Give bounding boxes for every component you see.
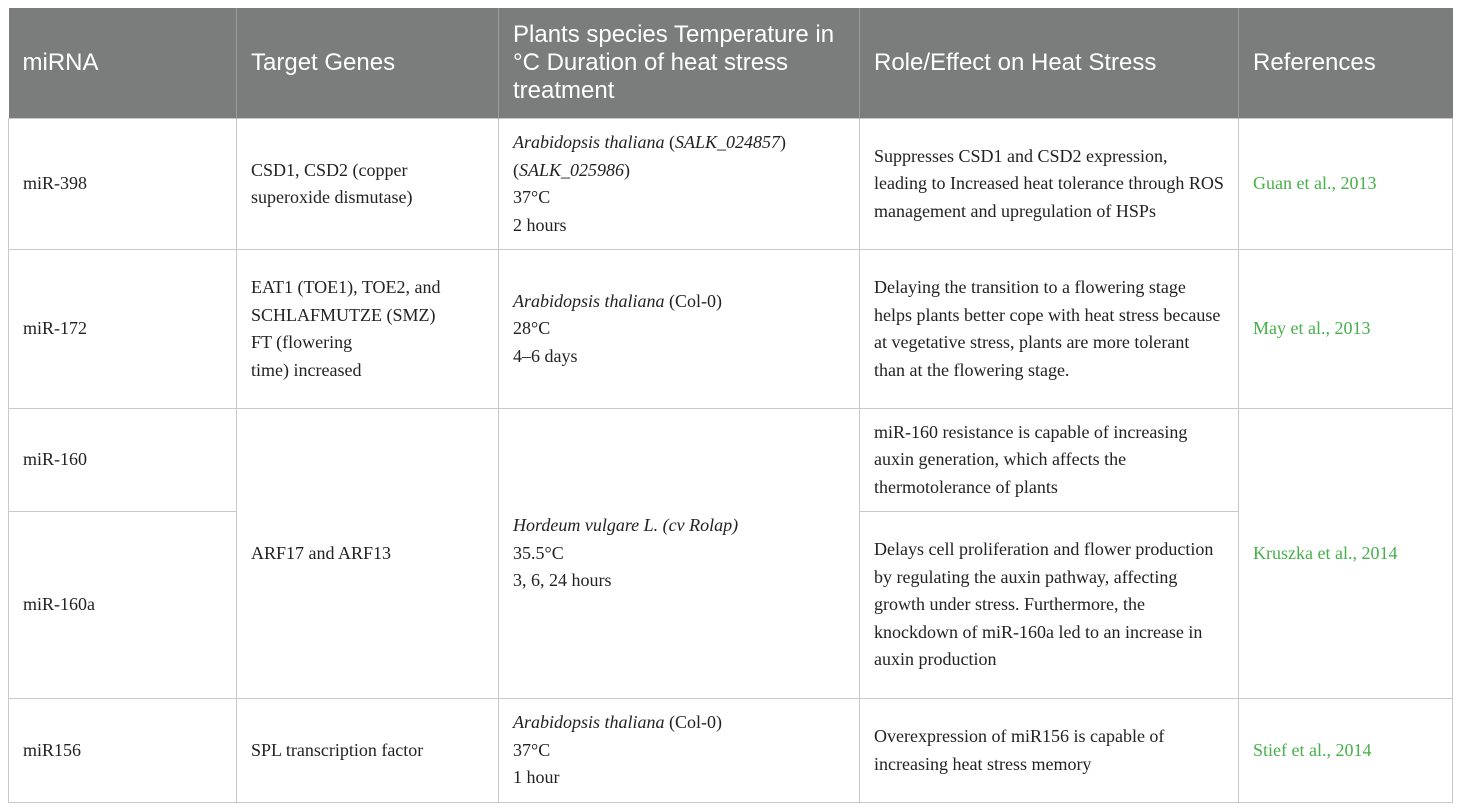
cell-target bbox=[237, 250, 499, 409]
species-note: (Col-0) bbox=[664, 712, 723, 733]
species-note: SALK_024857 bbox=[675, 132, 781, 152]
target-text: EAT1 (TOE1), TOE2, and SCHLAFMUTZE (SMZ) bbox=[251, 277, 441, 325]
paren: ) bbox=[624, 159, 631, 180]
table-row bbox=[9, 409, 1453, 512]
reference-link[interactable]: Kruszka et al., 2014 bbox=[1253, 542, 1398, 563]
duration: 1 hour bbox=[513, 767, 560, 788]
temperature: 28°C bbox=[513, 318, 551, 339]
paren: ) bbox=[780, 132, 787, 152]
reference-link[interactable]: May et al., 2013 bbox=[1253, 318, 1371, 339]
cell-target: CSD1, CSD2 (copper superoxide dismutase) bbox=[237, 119, 499, 250]
role-text: auxin production bbox=[874, 649, 997, 670]
cell-plants bbox=[499, 119, 860, 250]
col-header-target-genes: Target Genes bbox=[237, 8, 499, 119]
cell-reference bbox=[1239, 699, 1453, 803]
temperature: 37°C bbox=[513, 187, 551, 207]
duration: 3, 6, 24 hours bbox=[513, 570, 612, 591]
col-header-mirna: miRNA bbox=[9, 8, 237, 119]
cell-role: Overexpression of miR156 is capable of increasing heat stress memory bbox=[860, 699, 1239, 803]
cell-role: miR-160 resistance is capable of increasing auxin generation, which affects the thermotolerance of plants bbox=[860, 409, 1239, 512]
cell-reference bbox=[1239, 250, 1453, 409]
reference-link[interactable]: Guan et al., 2013 bbox=[1253, 173, 1377, 194]
cell-target: SPL transcription factor bbox=[237, 699, 499, 803]
species-name: Arabidopsis thaliana bbox=[513, 712, 665, 733]
cell-reference bbox=[1239, 119, 1453, 250]
temperature: 37°C bbox=[513, 739, 551, 760]
species-name: Arabidopsis thaliana bbox=[513, 290, 665, 311]
col-header-references: References bbox=[1239, 8, 1453, 119]
cell-plants bbox=[499, 409, 860, 699]
cell-role bbox=[860, 512, 1239, 699]
target-text: FT (flowering bbox=[251, 332, 353, 352]
table-row bbox=[9, 699, 1453, 803]
table-row bbox=[9, 250, 1453, 409]
species-name: Arabidopsis thaliana bbox=[513, 132, 665, 152]
cell-target: ARF17 and ARF13 bbox=[237, 409, 499, 699]
cell-mirna: miR156 bbox=[9, 699, 237, 803]
cell-role: Suppresses CSD1 and CSD2 expression, leading to Increased heat tolerance through ROS management and upregulation of HSPs bbox=[860, 119, 1239, 250]
table-row bbox=[9, 119, 1453, 250]
header-row bbox=[9, 8, 1453, 119]
duration: 2 hours bbox=[513, 214, 567, 235]
species-note: (Col-0) bbox=[664, 290, 723, 311]
paren: ( bbox=[513, 159, 519, 180]
cell-mirna: miR-172 bbox=[9, 250, 237, 409]
cell-role: Delaying the transition to a flowering stage helps plants better cope with heat stress because at vegetative stress, plants are more tolerant than at the flowering stage. bbox=[860, 250, 1239, 409]
cell-mirna: miR-160 bbox=[9, 409, 237, 512]
col-header-plants: Plants species Temperature in °C Duration of heat stress treatment bbox=[499, 8, 860, 119]
reference-link[interactable]: Stief et al., 2014 bbox=[1253, 739, 1372, 760]
role-text: Delays cell proliferation and flower production by regulating the auxin pathway, affecting growth under stress. Furthermore, the knockdown of miR-160a led to an increase in bbox=[874, 539, 1214, 642]
target-text: time) increased bbox=[251, 359, 362, 380]
temperature: 35.5°C bbox=[513, 542, 564, 563]
cell-reference bbox=[1239, 409, 1453, 699]
cell-mirna: miR-398 bbox=[9, 119, 237, 250]
paren: ( bbox=[664, 132, 676, 152]
cell-plants bbox=[499, 699, 860, 803]
cell-mirna: miR-160a bbox=[9, 512, 237, 699]
heat-stress-mirna-table bbox=[8, 8, 1453, 803]
species-name: Hordeum vulgare L. (cv Rolap) bbox=[513, 515, 739, 536]
col-header-role: Role/Effect on Heat Stress bbox=[860, 8, 1239, 119]
duration: 4–6 days bbox=[513, 345, 578, 366]
cell-plants bbox=[499, 250, 860, 409]
species-note: SALK_025986 bbox=[519, 159, 625, 180]
